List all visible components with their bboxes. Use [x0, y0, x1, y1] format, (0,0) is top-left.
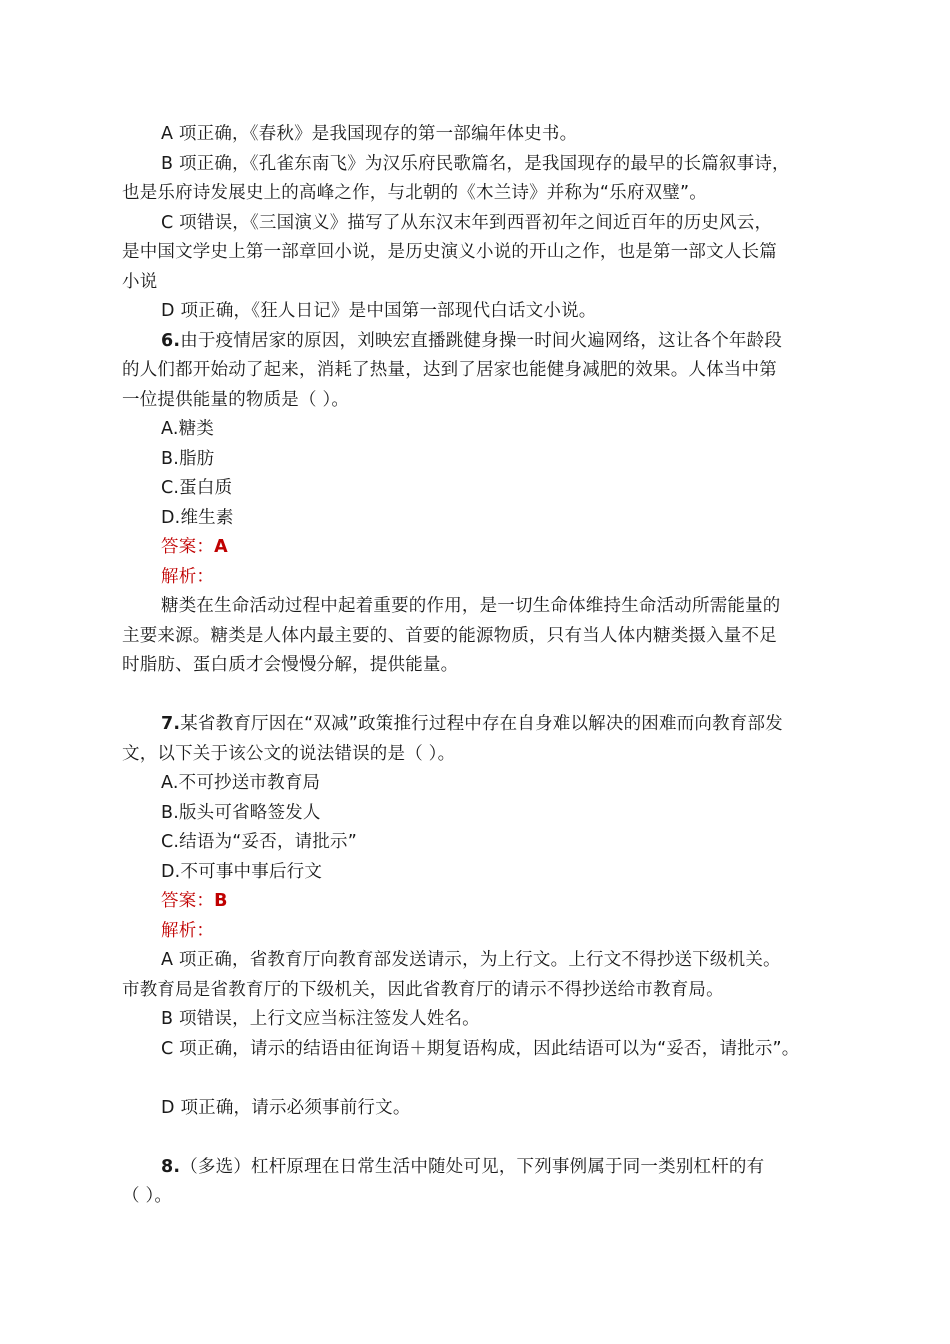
q6-answer: [0, 533, 950, 563]
explanation-option-c-line1: C 项错误，《三国演义》描写了从东汉末年到西晋初年之间近百年的历史风云，: [161, 212, 773, 233]
q7-stem-line2: 文，以下关于该公文的说法错误的是（ ）。: [122, 743, 456, 764]
q7-option-b: B.版头可省略签发人: [161, 802, 321, 823]
q8-stem-line1: [0, 1153, 950, 1183]
q6-answer-label: 答案：: [161, 537, 215, 557]
q6-analysis-line2: 主要来源。糖类是人体内最主要的、首要的能源物质，只有当人体内糖类摄入量不足: [122, 625, 777, 646]
explanation-option-b-line1: B 项正确，《孔雀东南飞》为汉乐府民歌篇名，是我国现存的最早的长篇叙事诗，: [161, 153, 790, 174]
q7-answer: [0, 887, 950, 917]
q7-analysis-a-line2: 市教育局是省教育厅的下级机关，因此省教育厅的请示不得抄送给市教育局。: [122, 979, 724, 1000]
spacer: [0, 681, 950, 711]
q7-answer-value: B: [214, 891, 228, 911]
q6-option-d: D.维生素: [161, 507, 234, 528]
q6-option-b: B.脂肪: [161, 448, 215, 469]
q7-option-d: D.不可事中事后行文: [161, 861, 323, 882]
q7-answer-label: 答案：: [161, 891, 215, 911]
spacer: [0, 1064, 950, 1094]
q6-option-c: C.蛋白质: [161, 478, 233, 498]
q6-stem-line2: 的人们都开始动了起来，消耗了热量，达到了居家也能健身减肥的效果。人体当中第: [122, 360, 777, 380]
q6-analysis-label: 解析：: [161, 566, 215, 587]
q6-stem-line1: [0, 327, 950, 357]
q7-analysis-c: C 项正确，请示的结语由征询语＋期复语构成，因此结语可以为“妥否，请批示”。: [161, 1038, 800, 1059]
q6-analysis-line3: 时脂肪、蛋白质才会慢慢分解，提供能量。: [122, 655, 459, 675]
q7-option-c: C.结语为“妥否，请批示”: [161, 832, 358, 852]
q6-number: 6.: [161, 330, 181, 351]
q7-stem-line1: [0, 710, 950, 740]
q7-option-a: A.不可抄送市教育局: [161, 773, 321, 793]
q6-stem-text: 由于疫情居家的原因，刘映宏直播跳健身操一时间火遍网络，这让各个年龄段: [180, 330, 783, 351]
explanation-option-b-line2: 也是乐府诗发展史上的高峰之作，与北朝的《木兰诗》并称为“乐府双璧”。: [122, 183, 707, 203]
q7-number: 7.: [161, 714, 181, 734]
q6-stem-line3: 一位提供能量的物质是（ ）。: [122, 389, 350, 410]
explanation-option-a: A 项正确，《春秋》是我国现存的第一部编年体史书。: [161, 124, 578, 144]
spacer: [0, 1123, 950, 1153]
explanation-option-d: D 项正确，《狂人日记》是中国第一部现代白话文小说。: [161, 301, 597, 321]
document-page: [0, 120, 950, 1212]
q8-number: 8.: [161, 1156, 181, 1177]
q8-stem-text: （多选）杠杆原理在日常生活中随处可见，下列事例属于同一类别杠杆的有: [180, 1156, 765, 1177]
q7-analysis-a-line1: A 项正确，省教育厅向教育部发送请示，为上行文。上行文不得抄送下级机关。: [161, 950, 781, 970]
q8-stem-line2: （ ）。: [122, 1186, 173, 1206]
q7-analysis-d: D 项正确，请示必须事前行文。: [161, 1097, 411, 1118]
explanation-option-c-line3: 小说: [122, 271, 158, 292]
q6-answer-value: A: [214, 537, 228, 557]
q6-analysis-line1: 糖类在生命活动过程中起着重要的作用，是一切生命体维持生命活动所需能量的: [161, 596, 781, 616]
q6-option-a: A.糖类: [161, 419, 215, 439]
q7-stem-text: 某省教育厅因在“双减”政策推行过程中存在自身难以解决的困难而向教育部发: [180, 714, 783, 734]
q7-analysis-b: B 项错误，上行文应当标注签发人姓名。: [161, 1009, 480, 1029]
q7-analysis-label: 解析：: [161, 920, 215, 941]
explanation-option-c-line2: 是中国文学史上第一部章回小说，是历史演义小说的开山之作，也是第一部文人长篇: [122, 242, 777, 262]
